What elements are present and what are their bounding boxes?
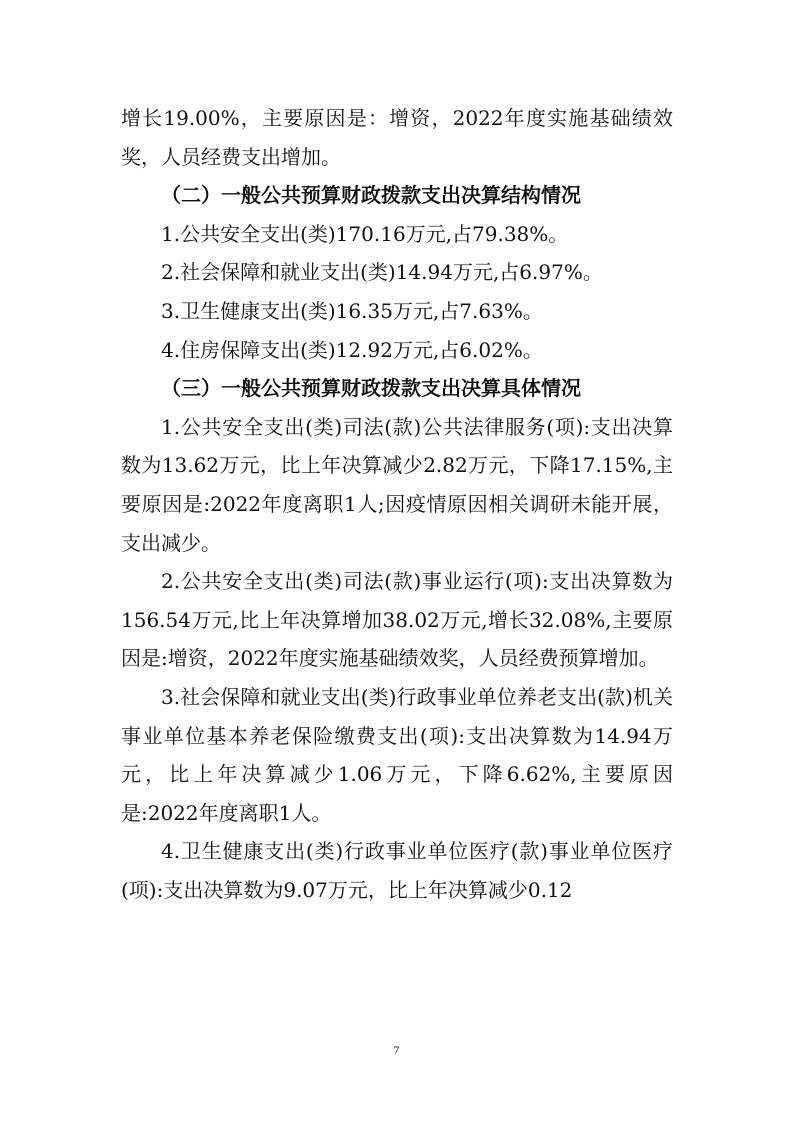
section-heading-structure: （二）一般公共预算财政拨款支出决算结构情况 — [161, 183, 581, 208]
detail-item-medical: 4.卫生健康支出(类)行政事业单位医疗(款)事业单位医疗(项):支出决算数为9.07万元，比上年决算减少0.12 — [121, 839, 673, 902]
structure-item-health: 3.卫生健康支出(类)16.35万元,占7.63%。 — [161, 298, 543, 323]
detail-item-legal-services: 1.公共安全支出(类)司法(款)公共法律服务(项):支出决算数为13.62万元，比上年决算减少2.82万元，下降17.15%,主要原因是:2022年度离职1人;因疫情原因相关调研未能开展，支出减少。 — [121, 414, 673, 555]
section-heading-details: （三）一般公共预算财政拨款支出决算具体情况 — [161, 376, 581, 401]
structure-item-housing: 4.住房保障支出(类)12.92万元,占6.02%。 — [161, 337, 543, 362]
detail-item-pension: 3.社会保障和就业支出(类)行政事业单位养老支出(款)机关事业单位基本养老保险缴费支出(项):支出决算数为14.94万元，比上年决算减少1.06万元，下降6.62%,主要原因是:2022年度离职1人。 — [121, 684, 673, 825]
paragraph-continuation: 增长19.00%，主要原因是：增资，2022年度实施基础绩效奖，人员经费支出增加。 — [121, 106, 673, 169]
structure-item-social-security: 2.社会保障和就业支出(类)14.94万元,占6.97%。 — [161, 260, 603, 285]
document-body — [121, 99, 673, 909]
detail-item-operations: 2.公共安全支出(类)司法(款)事业运行(项):支出决算数为156.54万元,比上年决算增加38.02万元,增长32.08%,主要原因是:增资，2022年度实施基础绩效奖，人员经费预算增加。 — [121, 569, 673, 671]
page-number: 7 — [393, 1043, 400, 1057]
structure-item-public-security: 1.公共安全支出(类)170.16万元,占79.38%。 — [161, 221, 569, 246]
